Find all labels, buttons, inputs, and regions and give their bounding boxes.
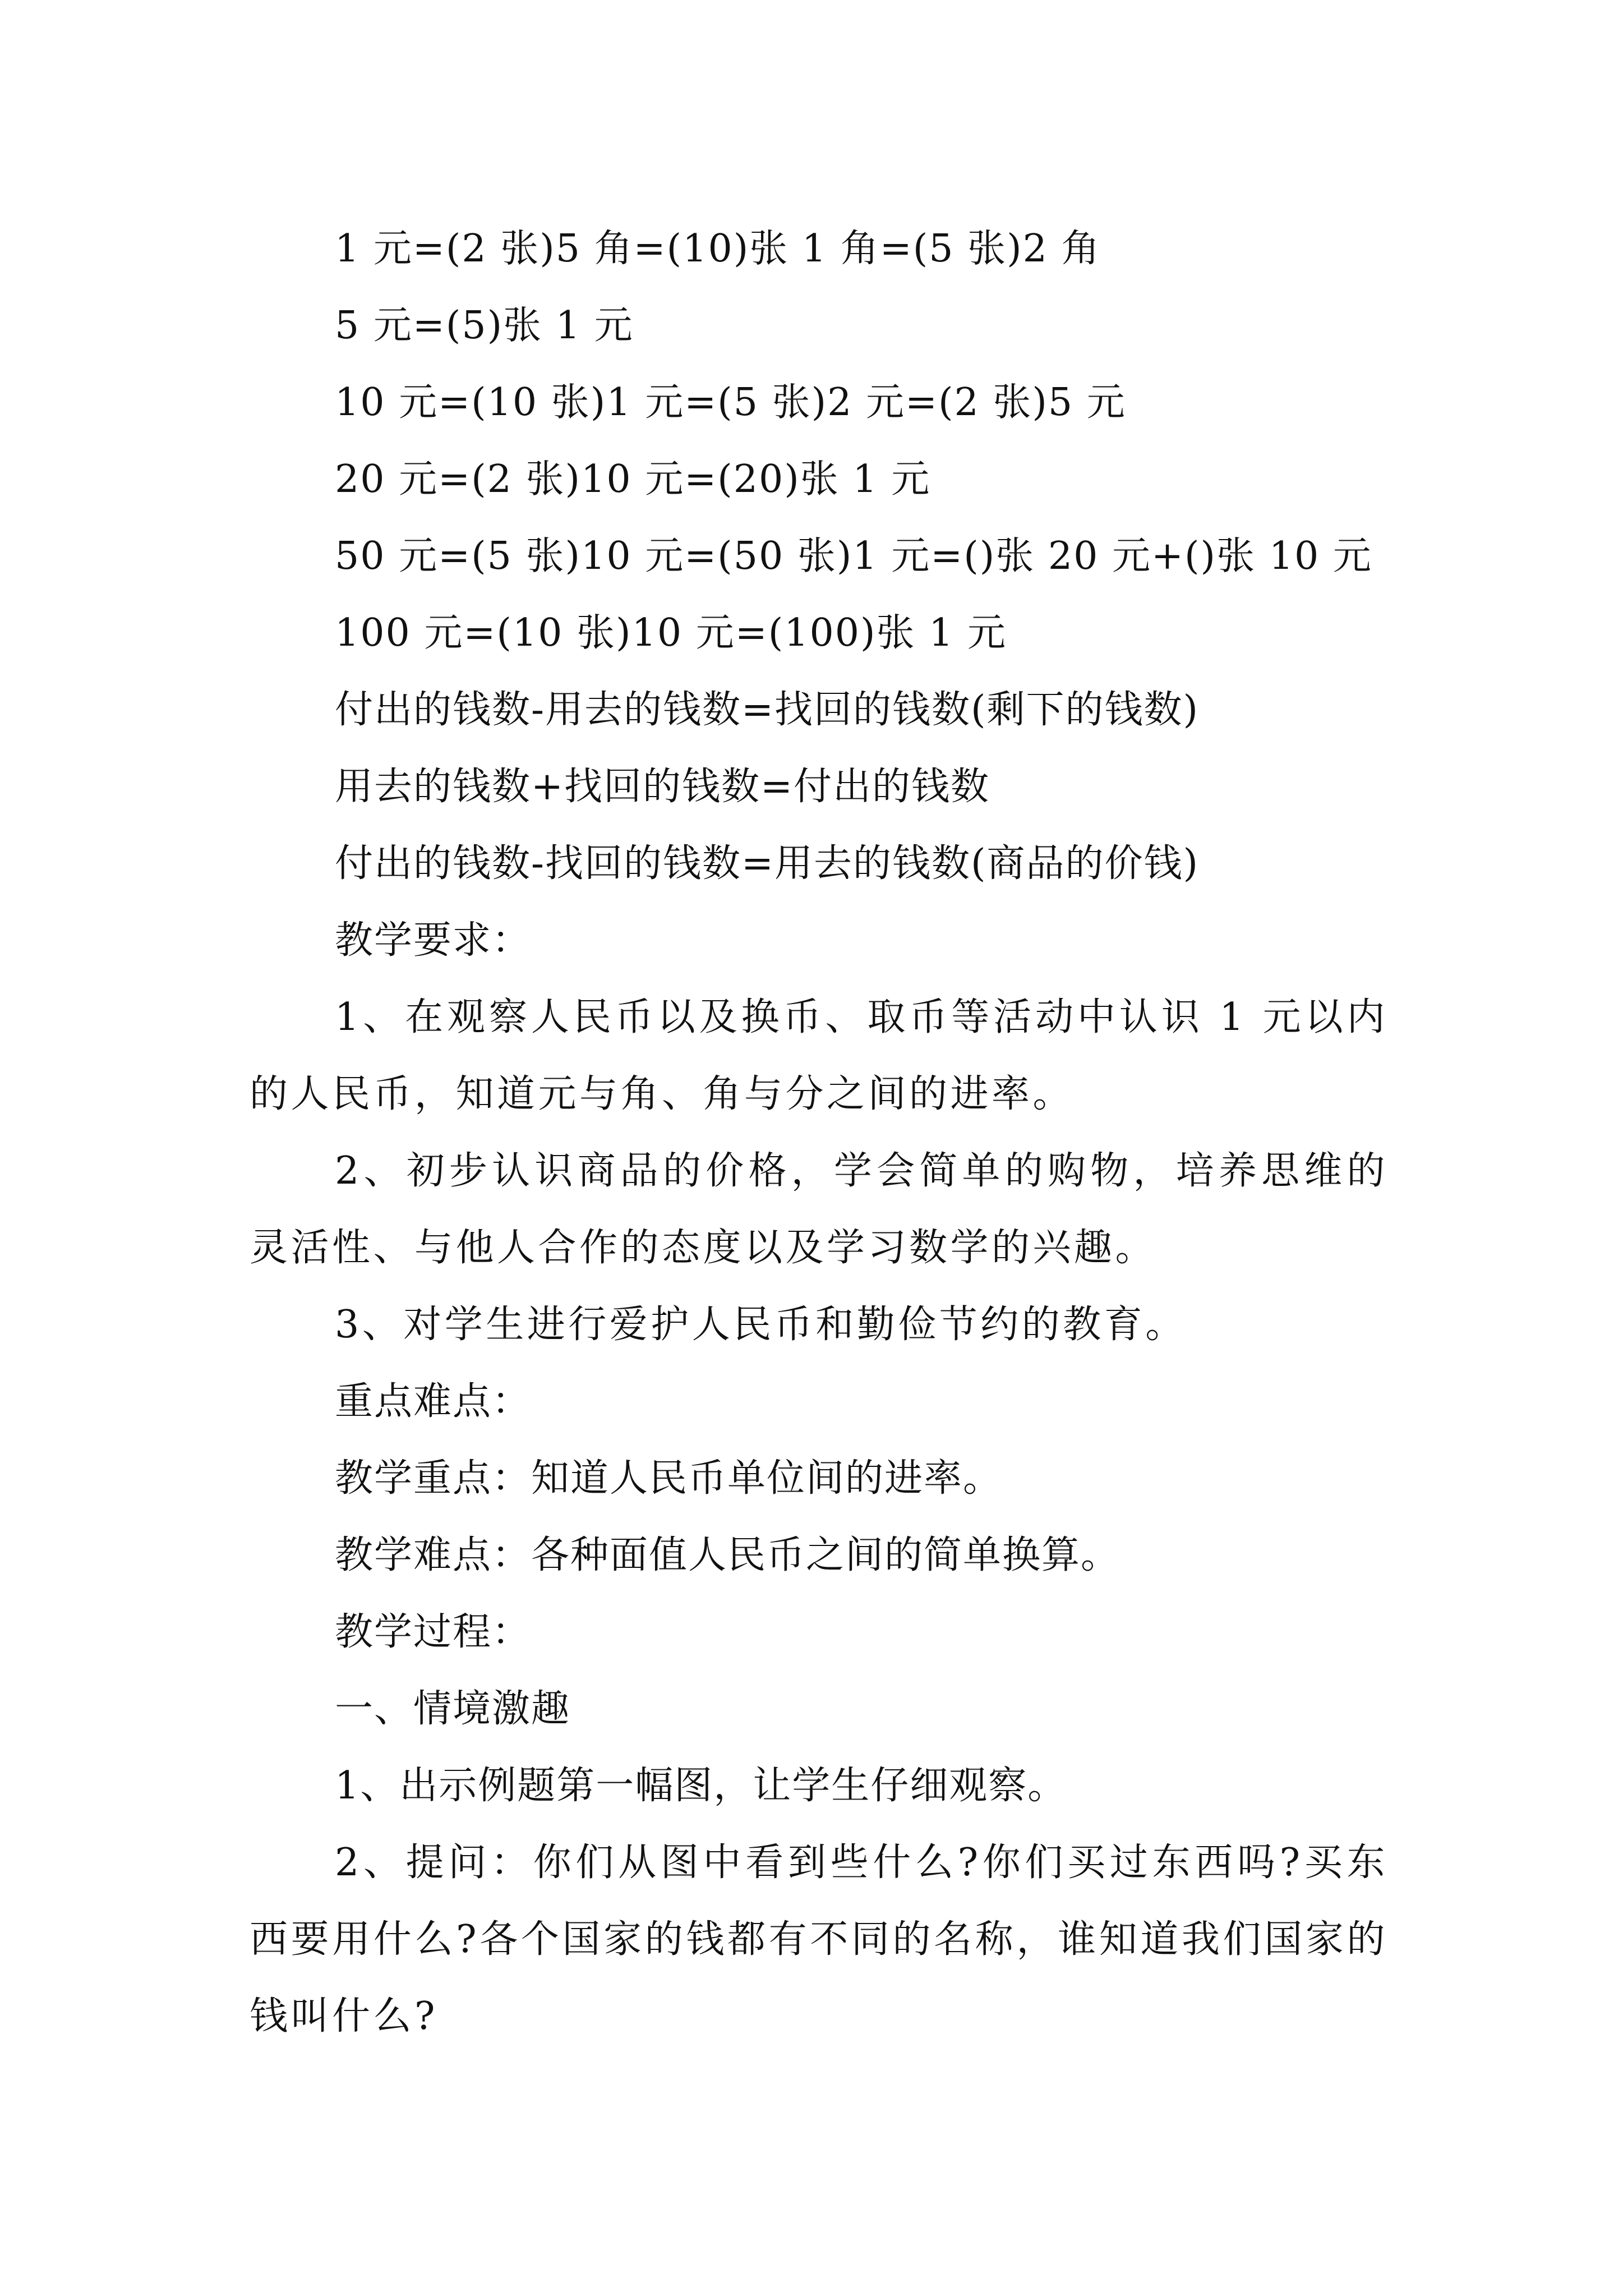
text-line: 教学难点：各种面值人民币之间的简单换算。	[335, 1533, 1121, 1577]
text-line: 付出的钱数-用去的钱数=找回的钱数(剩下的钱数)	[335, 688, 1200, 732]
text-line: 1 元=(2 张)5 角=(10)张 1 角=(5 张)2 角	[335, 227, 1101, 271]
section-heading: 一、情境激趣	[335, 1687, 571, 1731]
text-line: 用去的钱数+找回的钱数=付出的钱数	[335, 765, 990, 809]
text-line: 5 元=(5)张 1 元	[335, 303, 634, 348]
paragraph: 3、对学生进行爱护人民币和勤俭节约的教育。	[335, 1303, 1187, 1347]
text-line: 教学重点：知道人民币单位间的进率。	[335, 1456, 1003, 1501]
text-line: 10 元=(10 张)1 元=(5 张)2 元=(2 张)5 元	[335, 380, 1126, 425]
paragraph: 1、在观察人民币以及换币、取币等活动中认识 1 元以内的人民币，知道元与角、角与分之间的进率。	[250, 995, 1388, 1116]
section-heading: 教学要求：	[335, 918, 532, 963]
document-body	[250, 210, 1388, 2055]
text-line: 付出的钱数-找回的钱数=用去的钱数(商品的价钱)	[335, 841, 1200, 886]
section-heading: 重点难点：	[335, 1379, 532, 1424]
text-line: 1、出示例题第一幅图，让学生仔细观察。	[335, 1764, 1067, 1808]
text-line: 20 元=(2 张)10 元=(20)张 1 元	[335, 457, 931, 501]
paragraph: 2、初步认识商品的价格，学会简单的购物，培养思维的灵活性、与他人合作的态度以及学习数学的兴趣。	[250, 1149, 1388, 1270]
text-line: 100 元=(10 张)10 元=(100)张 1 元	[335, 611, 1007, 655]
section-heading: 教学过程：	[335, 1610, 532, 1654]
text-line: 50 元=(5 张)10 元=(50 张)1 元=()张 20 元+()张 10 元	[335, 534, 1372, 578]
paragraph: 2、提问：你们从图中看到些什么?你们买过东西吗?买东西要用什么?各个国家的钱都有不同的名称，谁知道我们国家的钱叫什么?	[250, 1841, 1388, 2039]
